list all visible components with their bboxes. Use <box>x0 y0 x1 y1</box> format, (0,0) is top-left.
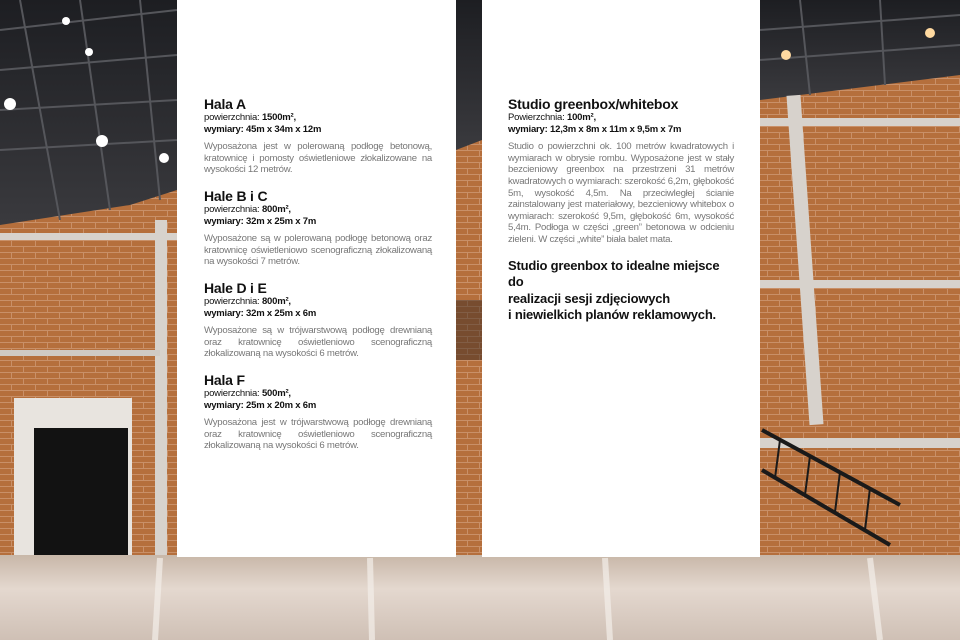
area-value: 100m², <box>567 112 596 123</box>
area-value: 800m², <box>261 295 291 307</box>
tagline-line-2: realizacji sesji zdjęciowych <box>508 290 671 306</box>
section-hale-b-c <box>204 188 432 268</box>
dims-value: 25m x 20m x 6m <box>246 399 317 411</box>
area-value: 800m², <box>261 203 291 215</box>
area-value: 500m², <box>261 387 291 399</box>
section-studio <box>508 96 734 246</box>
studio-description: Studio o powierzchni ok. 100 metrów kwadratowych i wymiarach w obrysie rombu. Wyposażone jest w stały bezcieniowy greenbox na przestrzeni 31 metrów kwadratowych o wymiarach: szerokość 6,2m, głębokość 5m, wysokość 4,5m. Na przeciwległej ścianie zainstalowany jest materiałowy, bezcieniowy whitebox o wymiarach: szerokość 9,5m, głębokość 6m, wysokość 5,4m. Podłoga w części „green” betonowa w odcieniu zieleni. W części „white” biała balet mata. <box>508 141 734 245</box>
section-hala-f <box>204 372 432 452</box>
studio-dims <box>508 124 734 136</box>
right-info-panel <box>482 0 760 557</box>
section-description: Wyposażona jest w trójwarstwową podłogę drewnianą oraz kratownicę oświetleniowo scenograficzną złokalizowaną na wysokości 6 metrów. <box>204 417 432 452</box>
dims-value: 45m x 34m x 12m <box>246 123 322 135</box>
section-hala-a <box>204 96 432 176</box>
section-dims <box>204 308 432 320</box>
dims-value: 32m x 25m x 6m <box>246 307 317 319</box>
section-title: Hale D i E <box>204 279 267 296</box>
dims-value: 12,3m x 8m x 11m x 9,5m x 7m <box>550 123 682 135</box>
section-hale-d-e <box>204 280 432 360</box>
dims-value: 32m x 25m x 7m <box>246 215 317 227</box>
section-area <box>204 388 432 400</box>
section-dims <box>204 216 432 228</box>
area-value: 1500m², <box>261 112 296 123</box>
studio-title: Studio greenbox/whitebox <box>508 96 679 112</box>
area-label: powierzchnia: <box>204 203 260 215</box>
area-label: powierzchnia: <box>204 112 260 123</box>
section-area <box>204 296 432 308</box>
section-title: Hala A <box>204 96 246 112</box>
dims-label: wymiary: <box>204 215 244 227</box>
section-area <box>204 112 432 124</box>
section-description: Wyposażone są w polerowaną podłogę betonową oraz kratownicę oświetleniowo scenograficzną złokalizowaną na wysokości 7 metrów. <box>204 233 432 268</box>
dims-label: wymiary: <box>508 123 548 135</box>
dims-label: wymiary: <box>204 307 244 319</box>
section-description: Wyposażona jest w polerowaną podłogę betonową, kratownicę i pomosty oświetleniowe złokalizowane na wysokości 12 metrów. <box>204 141 432 176</box>
studio-tagline <box>508 258 734 324</box>
section-title: Hala F <box>204 371 245 388</box>
section-title: Hale B i C <box>204 187 268 204</box>
section-dims <box>204 400 432 412</box>
section-description: Wyposażone są w trójwarstwową podłogę drewnianą oraz kratownicę oświetleniowo scenograficzną złokalizowaną na wysokości 6 metrów. <box>204 325 432 360</box>
dims-label: wymiary: <box>204 399 244 411</box>
area-label: Powierzchnia: <box>508 112 565 123</box>
tagline-line-1: Studio greenbox to idealne miejsce do <box>508 257 720 290</box>
area-label: powierzchnia: <box>204 387 260 399</box>
section-dims <box>204 124 432 136</box>
studio-area <box>508 112 734 124</box>
section-area <box>204 204 432 216</box>
left-info-panel <box>177 0 456 557</box>
area-label: powierzchnia: <box>204 295 260 307</box>
tagline-line-3: i niewielkich planów reklamowych. <box>508 307 716 323</box>
dims-label: wymiary: <box>204 123 244 135</box>
